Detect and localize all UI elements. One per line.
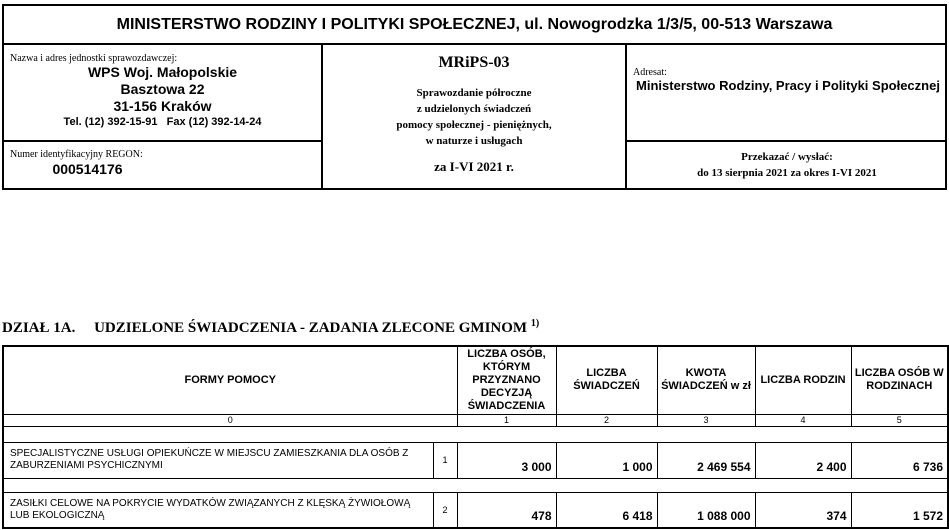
col-number: 1	[457, 414, 556, 426]
cell-amount[interactable]: 1 088 000	[657, 492, 755, 528]
unit-name: WPS Woj. Małopolskie	[87, 64, 238, 80]
benefits-table	[2, 345, 949, 529]
form-block	[323, 53, 625, 175]
addressee-label: Adresat:	[633, 67, 667, 78]
row-index: 1	[433, 442, 457, 478]
form-code: MRiPS-03	[438, 54, 510, 71]
send-block	[629, 149, 945, 181]
unit-phone: Tel. (12) 392-15-91 Fax (12) 392-14-24	[63, 116, 262, 128]
spacer-row	[3, 426, 948, 442]
section-heading-text: DZIAŁ 1A. UDZIELONE ŚWIADCZENIA - ZADANIA ZLECONE GMINOM	[2, 320, 528, 336]
cell-families[interactable]: 374	[755, 492, 851, 528]
form-desc-3: pomocy społecznej - pieniężnych,	[396, 119, 552, 131]
unit-street: Basztowa 22	[120, 81, 205, 97]
cell-persons[interactable]: 478	[457, 492, 556, 528]
cell-benefits[interactable]: 6 418	[556, 492, 657, 528]
header-grid	[2, 43, 947, 190]
row-label: ZASIŁKI CELOWE NA POKRYCIE WYDATKÓW ZWIĄZANYCH Z KLĘSKĄ ŻYWIOŁOWĄ LUB EKOLOGICZNĄ	[3, 492, 433, 528]
regon-block	[10, 149, 315, 178]
col-number: 3	[657, 414, 755, 426]
unit-city: 31-156 Kraków	[113, 98, 212, 114]
regon-label: Numer identyfikacyjny REGON:	[10, 149, 143, 160]
send-deadline: do 13 sierpnia 2021 za okres I-VI 2021	[697, 167, 877, 179]
row-index: 2	[433, 492, 457, 528]
col-number: 4	[755, 414, 851, 426]
table-header-row	[3, 346, 948, 414]
col-header-families: LICZBA RODZIN	[755, 346, 851, 414]
col-header-persons: LICZBA OSÓB, KTÓRYM PRZYZNANO DECYZJĄ ŚWIADCZENIA	[457, 346, 556, 414]
section-footnote: 1)	[530, 318, 540, 329]
regon-value: 000514176	[52, 161, 123, 177]
header-title: MINISTERSTWO RODZINY I POLITYKI SPOŁECZNEJ, ul. Nowogrodzka 1/3/5, 00-513 Warszawa	[2, 4, 947, 43]
spacer-row	[3, 478, 948, 492]
cell-persons[interactable]: 3 000	[457, 442, 556, 478]
table-row	[3, 492, 948, 528]
send-label: Przekazać / wysłać:	[741, 151, 833, 163]
cell-family-persons[interactable]: 6 736	[851, 442, 948, 478]
unit-block	[10, 53, 315, 130]
addressee-name: Ministerstwo Rodziny, Pracy i Polityki Społecznej	[636, 78, 940, 93]
col-header-benefits: LICZBA ŚWIADCZEŃ	[556, 346, 657, 414]
col-header-forms: FORMY POMOCY	[3, 346, 457, 414]
section-heading	[2, 318, 539, 337]
form-desc-4: w naturze i usługach	[425, 135, 523, 147]
col-number: 5	[851, 414, 948, 426]
table-row	[3, 442, 948, 478]
report-period: za I-VI 2021 r.	[434, 159, 514, 174]
column-number-row	[3, 414, 948, 426]
cell-family-persons[interactable]: 1 572	[851, 492, 948, 528]
col-number: 2	[556, 414, 657, 426]
form-desc-1: Sprawozdanie półroczne	[416, 87, 532, 99]
col-number: 0	[3, 414, 457, 426]
addressee-block	[633, 67, 943, 94]
row-label: SPECJALISTYCZNE USŁUGI OPIEKUŃCZE W MIEJSCU ZAMIESZKANIA DLA OSÓB Z ZABURZENIAMI PSYCHICZNYMI	[3, 442, 433, 478]
cell-benefits[interactable]: 1 000	[556, 442, 657, 478]
col-header-family-persons: LICZBA OSÓB W RODZINACH	[851, 346, 948, 414]
cell-amount[interactable]: 2 469 554	[657, 442, 755, 478]
unit-label: Nazwa i adres jednostki sprawozdawczej:	[10, 53, 178, 64]
cell-families[interactable]: 2 400	[755, 442, 851, 478]
form-desc-2: z udzielonych świadczeń	[416, 103, 532, 115]
col-header-amount: KWOTA ŚWIADCZEŃ w zł	[657, 346, 755, 414]
